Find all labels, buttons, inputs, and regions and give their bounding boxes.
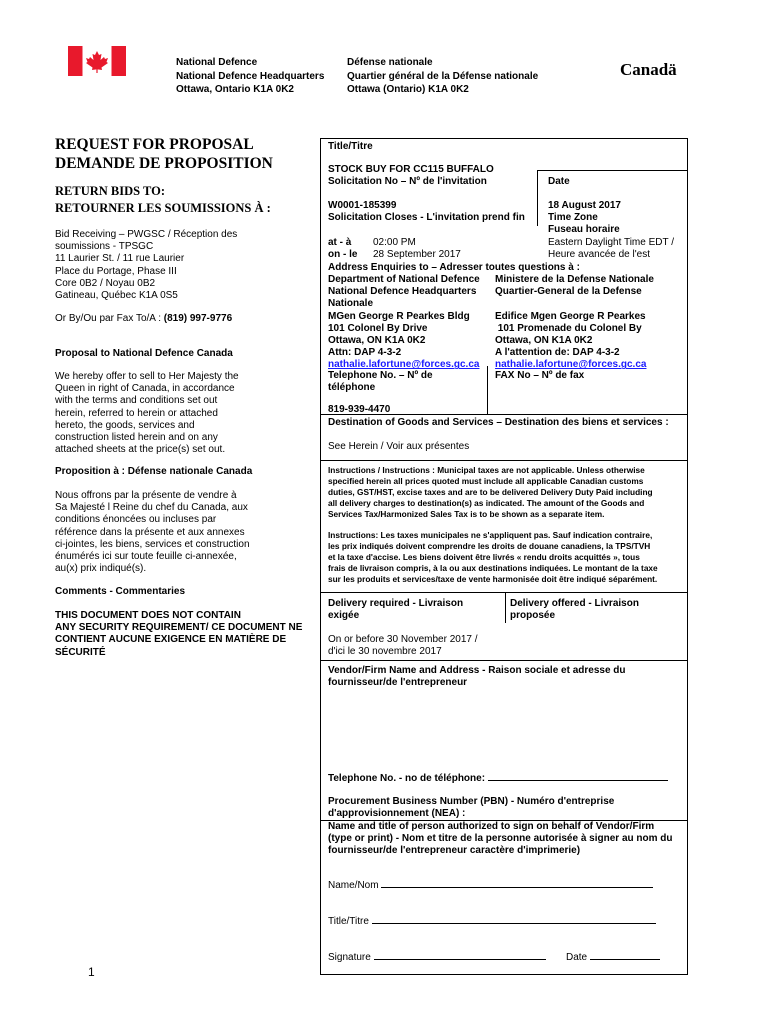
text-line: ANY SECURITY REQUIREMENT/ CE DOCUMENT NE [55,622,303,634]
address-line: 11 Laurier St. / 11 rue Laurier [55,253,185,265]
date-label: Date [548,176,570,187]
delivery-required-label [328,598,463,622]
date-value: 18 August 2017 [548,200,621,211]
telephone-value: 819-939-4470 [328,404,391,415]
solicitation-label: Solicitation No – Nº de l'invitation [328,176,487,187]
timezone-label [548,212,620,236]
header-fr-line: Quartier général de la Défense nationale [347,70,539,82]
at-value: 02:00 PM [373,237,416,248]
header-fr-line: Défense nationale [347,57,433,68]
title-blank[interactable] [372,914,656,924]
text-line: et la taxe d'accise. Les biens doivent être livrés « rendu droits acquittés », tous [328,552,640,562]
address-line: Core 0B2 / Noyau 0B2 [55,277,156,289]
text-line: 101 Colonel By Drive [328,322,428,334]
text-line: Queen in right of Canada, in accordance [55,383,235,395]
timezone-value [548,237,674,261]
text-line: Vendor/Firm Name and Address - Raison sociale et adresse du [328,665,626,676]
text-line: Procurement Business Number (PBN) - Numéro d'entreprise [328,796,615,807]
header-french [347,56,538,97]
enquiries-email-en[interactable]: nathalie.lafortune@forces.gc.ca [328,359,480,371]
destination-value: See Herein / Voir aux présentes [328,441,470,452]
address-line: Bid Receiving – PWGSC / Réception des [55,229,238,240]
text-line: CONTIENT AUCUNE EXIGENCE EN MATIÈRE DE [55,634,287,646]
vendor-telephone-label: Telephone No. - no de téléphone: [328,773,486,784]
text-line: téléphone [328,382,376,394]
proposal-fr-heading: Proposition à : Défense nationale Canada [55,466,253,477]
page-title-fr: DEMANDE DE PROPOSITION [55,155,273,172]
text-line: specified herein all prices quoted must include all applicable Canadian customs [328,476,644,486]
text-line: construction listed herein and on any [55,432,218,444]
text-line: Telephone No. – Nº de [328,370,433,381]
authorized-label [328,821,673,858]
proposal-en-text [55,371,239,456]
signature-label: Signature [328,952,371,963]
text-line: attached sheets at the price(s) set out. [55,444,226,456]
pbn-label [328,796,614,820]
text-line: les prix indiqués doivent comprendre les droits de douane canadiens, la TPS/TVH [328,541,651,551]
sig-date-field[interactable] [566,950,660,964]
text-line: (type or print) - Nom et titre de la personne autorisée à signer au nom du [328,833,673,845]
canada-wordmark: Canadä [620,60,677,79]
text-line: Quartier-General de la Defense [495,286,642,298]
enquiries-label: Address Enquiries to – Adresser toutes questions à : [328,262,580,273]
telephone-label [328,370,433,394]
security-statement [55,610,302,659]
text-line: proposée [510,610,556,622]
text-line: référence dans la présente et aux annexes [55,526,245,538]
at-label: at - à [328,237,352,248]
text-line: Nationale [328,298,374,310]
header-fr-line: Ottawa (Ontario) K1A 0K2 [347,84,469,95]
delivery-offered-label [510,598,639,622]
text-line: MGen George R Pearkes Bldg [328,310,470,322]
name-label: Name/Nom [328,880,379,891]
vendor-label [328,665,626,689]
header-english [176,56,324,97]
return-bids-en: RETURN BIDS TO: [55,184,165,198]
address-line: Gatineau, Québec K1A 0S5 [55,290,178,302]
text-line: Attn: DAP 4-3-2 [328,347,402,359]
text-line: herein, referred to herein or attached [55,407,218,419]
address-line: Place du Portage, Phase III [55,265,177,277]
text-line: Instructions: Les taxes municipales ne s'appliquent pas. Sauf indication contraire, [328,530,653,540]
on-value: 28 September 2017 [373,249,461,260]
text-line: duties, GST/HST, excise taxes and are to be delivered Delivery Duty Paid including [328,487,653,497]
text-line: Delivery offered - Livraison [510,598,639,609]
enquiries-fr [495,274,654,372]
text-line [495,298,654,310]
page-title-en: REQUEST FOR PROPOSAL [55,136,254,153]
text-line: Fuseau horaire [548,224,620,236]
text-line: SÉCURITÉ [55,646,106,658]
comments-heading: Comments - Commentaries [55,586,186,597]
closes-label: Solicitation Closes - L'invitation prend fin [328,212,525,223]
text-line: We hereby offer to sell to Her Majesty the [55,371,239,382]
text-line: sur les produits et services/taxe de vente harmonisée doit être indiqué séparément. [328,574,658,584]
text-line: exigée [328,610,360,622]
text-line: Instructions / Instructions : Municipal taxes are not applicable. Unless otherwise [328,465,645,475]
title-value: STOCK BUY FOR CC115 BUFFALO [328,164,494,175]
title-field[interactable] [328,914,656,928]
enquiries-en [328,274,480,372]
text-line: all delivery charges to destination(s) as indicated. The amount of the Goods and [328,498,645,508]
text-line: Edifice Mgen George R Pearkes [495,310,646,322]
text-line: Services Tax/Harmonized Sales Tax is to be shown as a separate item. [328,509,605,519]
text-line: Ottawa, ON K1A 0K2 [328,335,426,347]
fax-line [55,313,232,325]
text-line: Ottawa, ON K1A 0K2 [495,335,593,346]
text-line: Ministere de la Defense Nationale [495,274,654,285]
return-bids-fr: RETOURNER LES SOUMISSIONS À : [55,201,271,215]
text-line: ci-jointes, les biens, services et construction [55,538,250,550]
enquiries-email-fr[interactable]: nathalie.lafortune@forces.gc.ca [495,359,647,371]
text-line: Sa Majesté l Reine du chef du Canada, aux [55,502,248,514]
destination-label: Destination of Goods and Services – Destination des biens et services : [328,417,669,428]
header-en-line: National Defence [176,57,258,68]
fax-number: (819) 997-9776 [163,313,233,324]
text-line: d'approvisionnement (NEA) : [328,808,466,820]
text-line: On or before 30 November 2017 / [328,634,478,645]
text-line: Eastern Daylight Time EDT / [548,237,674,248]
text-line: Delivery required - Livraison [328,598,464,609]
page-number: 1 [88,965,95,979]
solicitation-value: W0001-185399 [328,200,397,211]
text-line: énumérés ici sur toute feuille ci-annexée, [55,551,237,563]
signature-field[interactable] [328,950,546,964]
text-line: conditions énoncées ou incluses par [55,514,217,526]
return-address [55,229,237,302]
proposal-fr-text [55,490,250,575]
delivery-required-value [328,634,478,658]
header-en-line: National Defence Headquarters [176,70,325,82]
text-line: THIS DOCUMENT DOES NOT CONTAIN [55,610,241,621]
text-line: fournisseur/de l'entrepreneur [328,677,468,689]
address-line: soumissions - TPSGC [55,241,154,253]
sig-date-blank[interactable] [590,950,660,960]
canada-flag-logo [68,46,126,76]
text-line: Name and title of person authorized to sign on behalf of Vendor/Firm [328,821,655,832]
fax-prefix: Or By/Ou par Fax To/A : [55,313,161,324]
vendor-telephone-field[interactable] [328,771,668,785]
sig-date-label: Date [566,952,588,963]
name-field[interactable] [328,878,653,892]
name-blank[interactable] [381,878,653,888]
text-line: 101 Promenade du Colonel By [495,322,642,334]
signature-blank[interactable] [374,950,546,960]
instructions-en [328,465,653,520]
text-line: A l'attention de: DAP 4-3-2 [495,347,620,359]
text-line: frais de livraison compris, à la ou aux destinations indiquées. Le montant de la taxe [328,563,658,573]
text-line: fournisseur/de l'entrepreneur caractère d'imprimerie) [328,845,581,857]
text-line: Department of National Defence [328,274,480,285]
on-label: on - le [328,249,358,260]
text-line: Nous offrons par la présente de vendre à [55,490,237,501]
text-line: National Defence Headquarters [328,286,477,298]
instructions-fr [328,530,658,585]
header-en-line: Ottawa, Ontario K1A 0K2 [176,84,294,95]
vendor-telephone-blank[interactable] [488,771,668,781]
proposal-en-heading: Proposal to National Defence Canada [55,348,233,359]
text-line: Time Zone [548,212,598,223]
title-label: Title/Titre [328,141,373,152]
title2-label: Title/Titre [328,916,369,927]
fax-label: FAX No – Nº de fax [495,370,585,381]
text-line: d'ici le 30 novembre 2017 [328,646,442,658]
text-line: hereto, the goods, services and [55,419,195,431]
text-line: au(x) prix indiqué(s). [55,563,147,575]
text-line: with the terms and conditions set out [55,395,218,407]
text-line: Heure avancée de l'est [548,249,650,261]
